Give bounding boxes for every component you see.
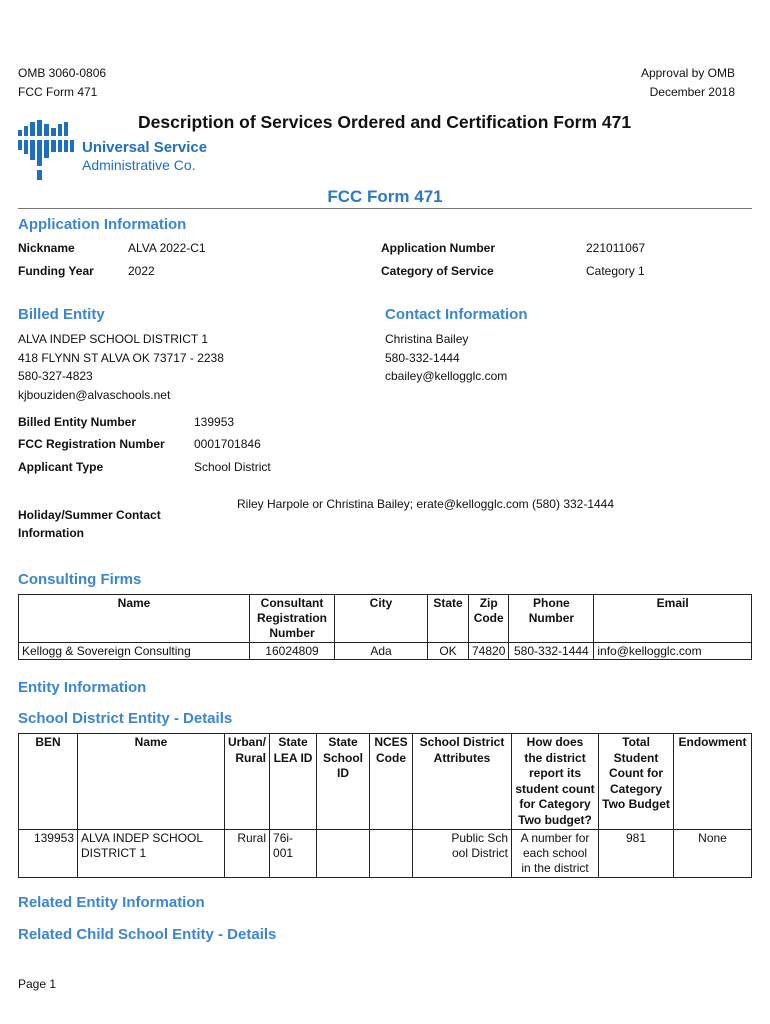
approval-date: December 2018 [649, 85, 735, 99]
logo-text-line2: Administrative Co. [82, 157, 196, 173]
consultant-state: OK [428, 643, 469, 660]
col-email: Email [594, 595, 752, 643]
billed-entity-address: 418 FLYNN ST ALVA OK 73717 - 2238 [18, 350, 224, 365]
col-state: State [428, 595, 469, 643]
approval-text: Approval by OMB [640, 66, 735, 80]
ben-value: 139953 [194, 415, 235, 429]
table-row [19, 643, 752, 660]
col-nces-code: NCES Code [370, 734, 413, 830]
contact-info-title: Contact Information [385, 306, 528, 323]
header-right [641, 64, 735, 102]
district-total-students: 981 [599, 830, 674, 878]
col-total-student: Total Student Count for Category Two Budget [599, 734, 674, 830]
logo-text-line1: Universal Service [82, 139, 208, 156]
district-lea-id: 76i-001 [270, 830, 317, 878]
consultant-reg: 16024809 [250, 643, 335, 660]
contact-email: cbailey@kellogglc.com [385, 369, 508, 383]
divider [18, 208, 752, 209]
consultant-email: info@kellogglc.com [594, 643, 752, 660]
usac-logo-icon [18, 118, 80, 184]
district-urban-rural: Rural [225, 830, 270, 878]
consultant-city: Ada [335, 643, 428, 660]
billed-entity-title: Billed Entity [18, 306, 105, 323]
billed-entity-name: ALVA INDEP SCHOOL DISTRICT 1 [18, 332, 209, 346]
category-value: Category 1 [586, 264, 645, 278]
col-phone: Phone Number [509, 595, 594, 643]
col-endowment: Endowment [674, 734, 752, 830]
col-state-school-id: State School ID [317, 734, 370, 830]
school-district-title: School District Entity - Details [18, 710, 233, 727]
contact-block [385, 330, 507, 386]
category-label: Category of Service [381, 264, 494, 278]
col-name: Name [19, 595, 250, 643]
col-name: Name [78, 734, 225, 830]
consultant-phone: 580-332-1444 [509, 643, 594, 660]
col-city: City [335, 595, 428, 643]
page-number: Page 1 [18, 977, 57, 991]
fcc-reg-value: 0001701846 [194, 437, 261, 451]
col-zip: Zip Code [469, 595, 509, 643]
applicant-type-label: Applicant Type [18, 460, 104, 474]
holiday-contact-value: Riley Harpole or Christina Bailey; erate@kellogglc.com (580) 332-1444 [237, 497, 615, 511]
ben-label: Billed Entity Number [18, 415, 137, 429]
col-urban-rural: Urban/ Rural [225, 734, 270, 830]
table-header-row [19, 734, 752, 830]
consultant-zip: 74820 [469, 643, 509, 660]
related-entity-title: Related Entity Information [18, 894, 205, 911]
billed-entity-address-block [18, 330, 224, 404]
table-row [19, 830, 752, 878]
application-info-title: Application Information [18, 216, 187, 233]
col-consultant-reg: Consultant Registration Number [250, 595, 335, 643]
app-number-label: Application Number [381, 241, 496, 255]
col-ben: BEN [19, 734, 78, 830]
contact-name: Christina Bailey [385, 332, 469, 346]
district-ben: 139953 [19, 830, 78, 878]
district-attributes: Public Sch ool District [413, 830, 512, 878]
holiday-contact-label: Holiday/Summer Contact Information [18, 508, 161, 540]
billed-entity-phone: 580-327-4823 [18, 369, 93, 383]
district-how-report: A number for each school in the district [512, 830, 599, 878]
consulting-firms-title: Consulting Firms [18, 571, 142, 588]
entity-info-title: Entity Information [18, 679, 147, 696]
consulting-firms-table [18, 594, 752, 660]
col-how-report: How does the district report its student count for Category Two budget? [512, 734, 599, 830]
omb-number: OMB 3060-0806 [18, 66, 107, 80]
nickname-label: Nickname [18, 241, 75, 255]
district-endowment: None [674, 830, 752, 878]
funding-year-value: 2022 [128, 264, 155, 278]
col-district-attributes: School District Attributes [413, 734, 512, 830]
district-school-id [317, 830, 370, 878]
district-name: ALVA INDEP SCHOOL DISTRICT 1 [78, 830, 225, 878]
funding-year-label: Funding Year [18, 264, 94, 278]
table-header-row [19, 595, 752, 643]
document-title: Description of Services Ordered and Certification Form 471 [138, 112, 632, 132]
related-child-title: Related Child School Entity - Details [18, 926, 277, 943]
app-number-value: 221011067 [586, 241, 646, 255]
contact-phone: 580-332-1444 [385, 350, 460, 365]
nickname-value: ALVA 2022-C1 [128, 241, 206, 255]
form-name: FCC Form 471 [327, 187, 443, 206]
form-code: FCC Form 471 [18, 85, 98, 99]
billed-entity-email: kjbouziden@alvaschools.net [18, 387, 171, 402]
school-district-table [18, 733, 752, 878]
col-state-lea-id: State LEA ID [270, 734, 317, 830]
consultant-name: Kellogg & Sovereign Consulting [19, 643, 250, 660]
district-nces-code [370, 830, 413, 878]
header-left [18, 64, 106, 102]
fcc-reg-label: FCC Registration Number [18, 437, 165, 451]
applicant-type-value: School District [194, 460, 271, 474]
